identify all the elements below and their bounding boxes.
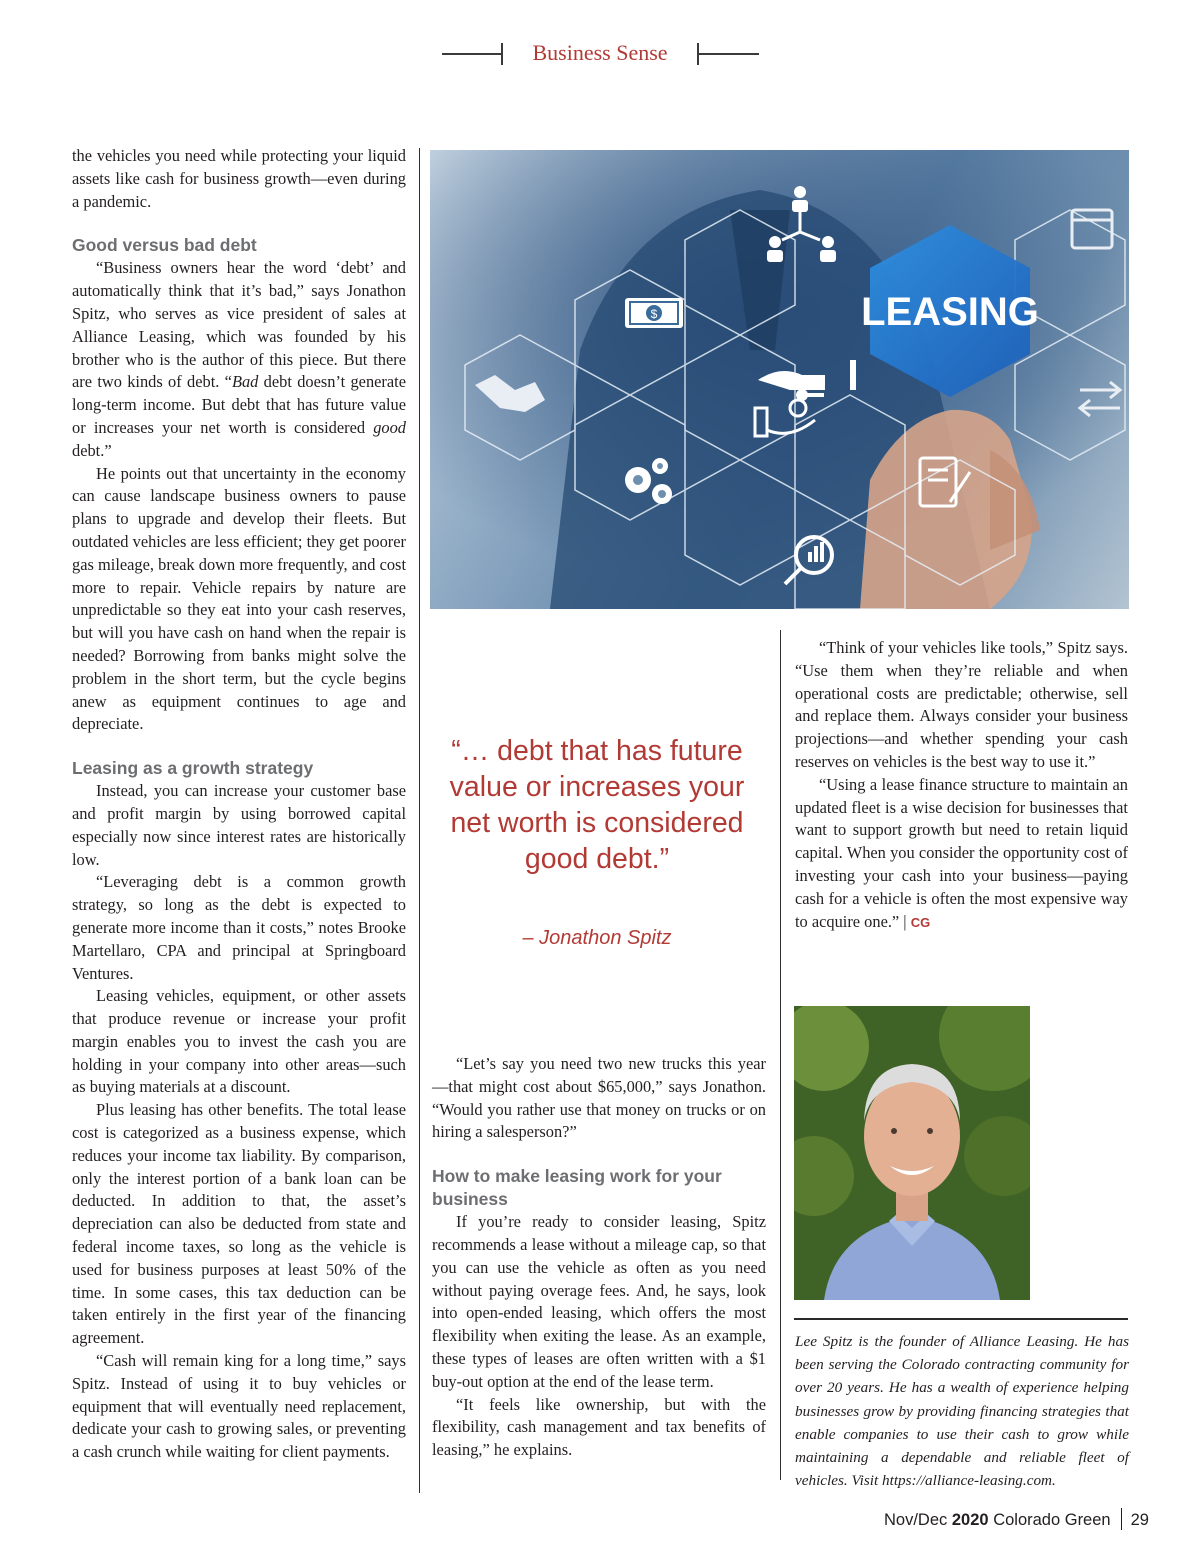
subhead-how-to-make-leasing-work: How to make leasing work for your business bbox=[432, 1166, 722, 1210]
article-column-3 bbox=[795, 637, 1128, 934]
bio-divider bbox=[794, 1318, 1128, 1320]
svg-text:$: $ bbox=[650, 307, 658, 321]
section-title: Business Sense bbox=[532, 40, 668, 65]
paragraph: “Let’s say you need two new trucks this year—that might cost about $65,000,” says Jonathon. “Would you rather use that money on trucks or on hiring a salesperson?” bbox=[432, 1054, 766, 1142]
leasing-hexagon-label: LEASING bbox=[861, 290, 1039, 334]
footer-year: 2020 bbox=[951, 1511, 989, 1529]
leasing-concept-image bbox=[430, 150, 1129, 609]
money-icon bbox=[625, 298, 683, 328]
footer-issue: Nov/Dec bbox=[884, 1511, 948, 1529]
intro-paragraph: the vehicles you need while protecting your liquid assets like cash for business growth—even during a pandemic. bbox=[72, 146, 406, 211]
page-number: 29 bbox=[1130, 1511, 1149, 1529]
subhead-leasing-growth: Leasing as a growth strategy bbox=[72, 758, 314, 779]
paragraph: “It feels like ownership, but with the flexibility, cash management and tax benefits of leasing,” he explains. bbox=[432, 1394, 766, 1460]
end-mark: CG bbox=[910, 914, 931, 930]
paragraph: “Leveraging debt is a common growth strategy, so long as the debt is expected to generate more income than it costs,” notes Brooke Martellaro, CPA and principal at Springboard Ventures. bbox=[72, 872, 406, 983]
paragraph: “Think of your vehicles like tools,” Spitz says. “Use them when they’re reliable and when operational costs are predictable; otherwise, sell and replace them. Always consider your business projections—and whether spending your cash reserves on vehicles is the best way to use it.” bbox=[795, 638, 1128, 771]
header-rule-left bbox=[442, 53, 502, 55]
page-footer bbox=[884, 1508, 1149, 1530]
section-header bbox=[0, 38, 1200, 72]
paragraph: “Cash will remain king for a long time,” says Spitz. Instead of using it to buy vehicles or equipment that will eventually need replacement, dedicate your cash to growing sales, or preventing a cash crunch while waiting for client payments. bbox=[72, 1351, 406, 1462]
header-rule-right bbox=[697, 53, 759, 55]
emphasis: good bbox=[373, 417, 406, 437]
footer-separator bbox=[1121, 1508, 1122, 1530]
pull-quote-attribution: – Jonathon Spitz bbox=[522, 927, 672, 949]
text-run: debt.” bbox=[72, 440, 112, 460]
text-run: debt doesn’t generate long-term income. But debt that has future value or increases your net worth is considered bbox=[72, 372, 406, 437]
author-headshot bbox=[794, 1006, 1030, 1300]
article-column-1 bbox=[72, 145, 406, 1464]
paragraph: Instead, you can increase your customer base and profit margin by using borrowed capital especially now since interest rates are historically low. bbox=[72, 781, 406, 869]
column-divider bbox=[780, 630, 781, 1480]
text-run: “Business owners hear the word ‘debt’ and automatically think that it’s bad,” says Jonathon Spitz, who serves as vice president of sales at Alliance Leasing, which was founded by his brother who is the author of this piece. But there are two kinds of debt. “ bbox=[72, 258, 406, 392]
paragraph: If you’re ready to consider leasing, Spitz recommends a lease without a mileage cap, so that you can use the vehicle as often as you need without paying overage fees. And, he says, look into open-ended leasing, which offers the most flexibility when exiting the lease. As an example, these types of leases are often written with a $1 buy-out option at the end of the lease term. bbox=[432, 1212, 766, 1391]
text-run: “Using a lease finance structure to maintain an updated fleet is a wise decision for businesses that want to support growth but need to retain liquid capital. When you consider the opportunity cost of investing your cash into your business—paying cash for a vehicle is often the most expensive way to acquire one.” | bbox=[795, 774, 1128, 931]
paragraph: Plus leasing has other benefits. The total lease cost is categorized as a business expense, which reduces your income tax liability. By comparison, only the interest portion of a bank loan can be deducted. In addition to that, the asset’s depreciation can also be deducted from state and federal income taxes, so long as the vehicle is used for business purposes at least 50% of the time. In some cases, this tax deduction can be taken entirely in the first year of the financing agreement. bbox=[72, 1100, 406, 1348]
author-bio: Lee Spitz is the founder of Alliance Leasing. He has been serving the Colorado contracting community for over 20 years. He has a wealth of experience helping businesses grow by providing financing strategies that enable companies to use their cash to grow while maintaining a dependable and reliable fleet of vehicles. Visit https://alliance-leasing.com. bbox=[795, 1333, 1129, 1490]
column-divider bbox=[419, 148, 420, 1493]
article-column-2 bbox=[432, 1053, 766, 1462]
footer-magazine: Colorado Green bbox=[993, 1511, 1111, 1529]
emphasis: Bad bbox=[231, 372, 259, 392]
pull-quote bbox=[432, 733, 762, 950]
paragraph: Leasing vehicles, equipment, or other assets that produce revenue or increase your profit margin enables you to invest the cash you are holding in your company into other areas—such as buying materials at a discount. bbox=[72, 986, 406, 1097]
pull-quote-text: “… debt that has future value or increases your net worth is considered good debt.” bbox=[449, 735, 745, 875]
subhead-good-vs-bad-debt: Good versus bad debt bbox=[72, 235, 257, 256]
paragraph: He points out that uncertainty in the economy can cause landscape business owners to pause plans to upgrade and develop their fleets. But outdated vehicles are less efficient; they get poorer gas mileage, break down more frequently, and cost more to repair. Vehicle repairs by nature are unpredictable so they eat into your cash reserves, but will you have cash on hand when the repair is needed? Borrowing from banks might solve the problem in the short term, but the cycle begins anew as equipment continues to age and depreciate. bbox=[72, 463, 406, 734]
paragraph bbox=[795, 774, 1128, 935]
paragraph bbox=[72, 257, 406, 462]
header-tick-left bbox=[501, 43, 503, 65]
